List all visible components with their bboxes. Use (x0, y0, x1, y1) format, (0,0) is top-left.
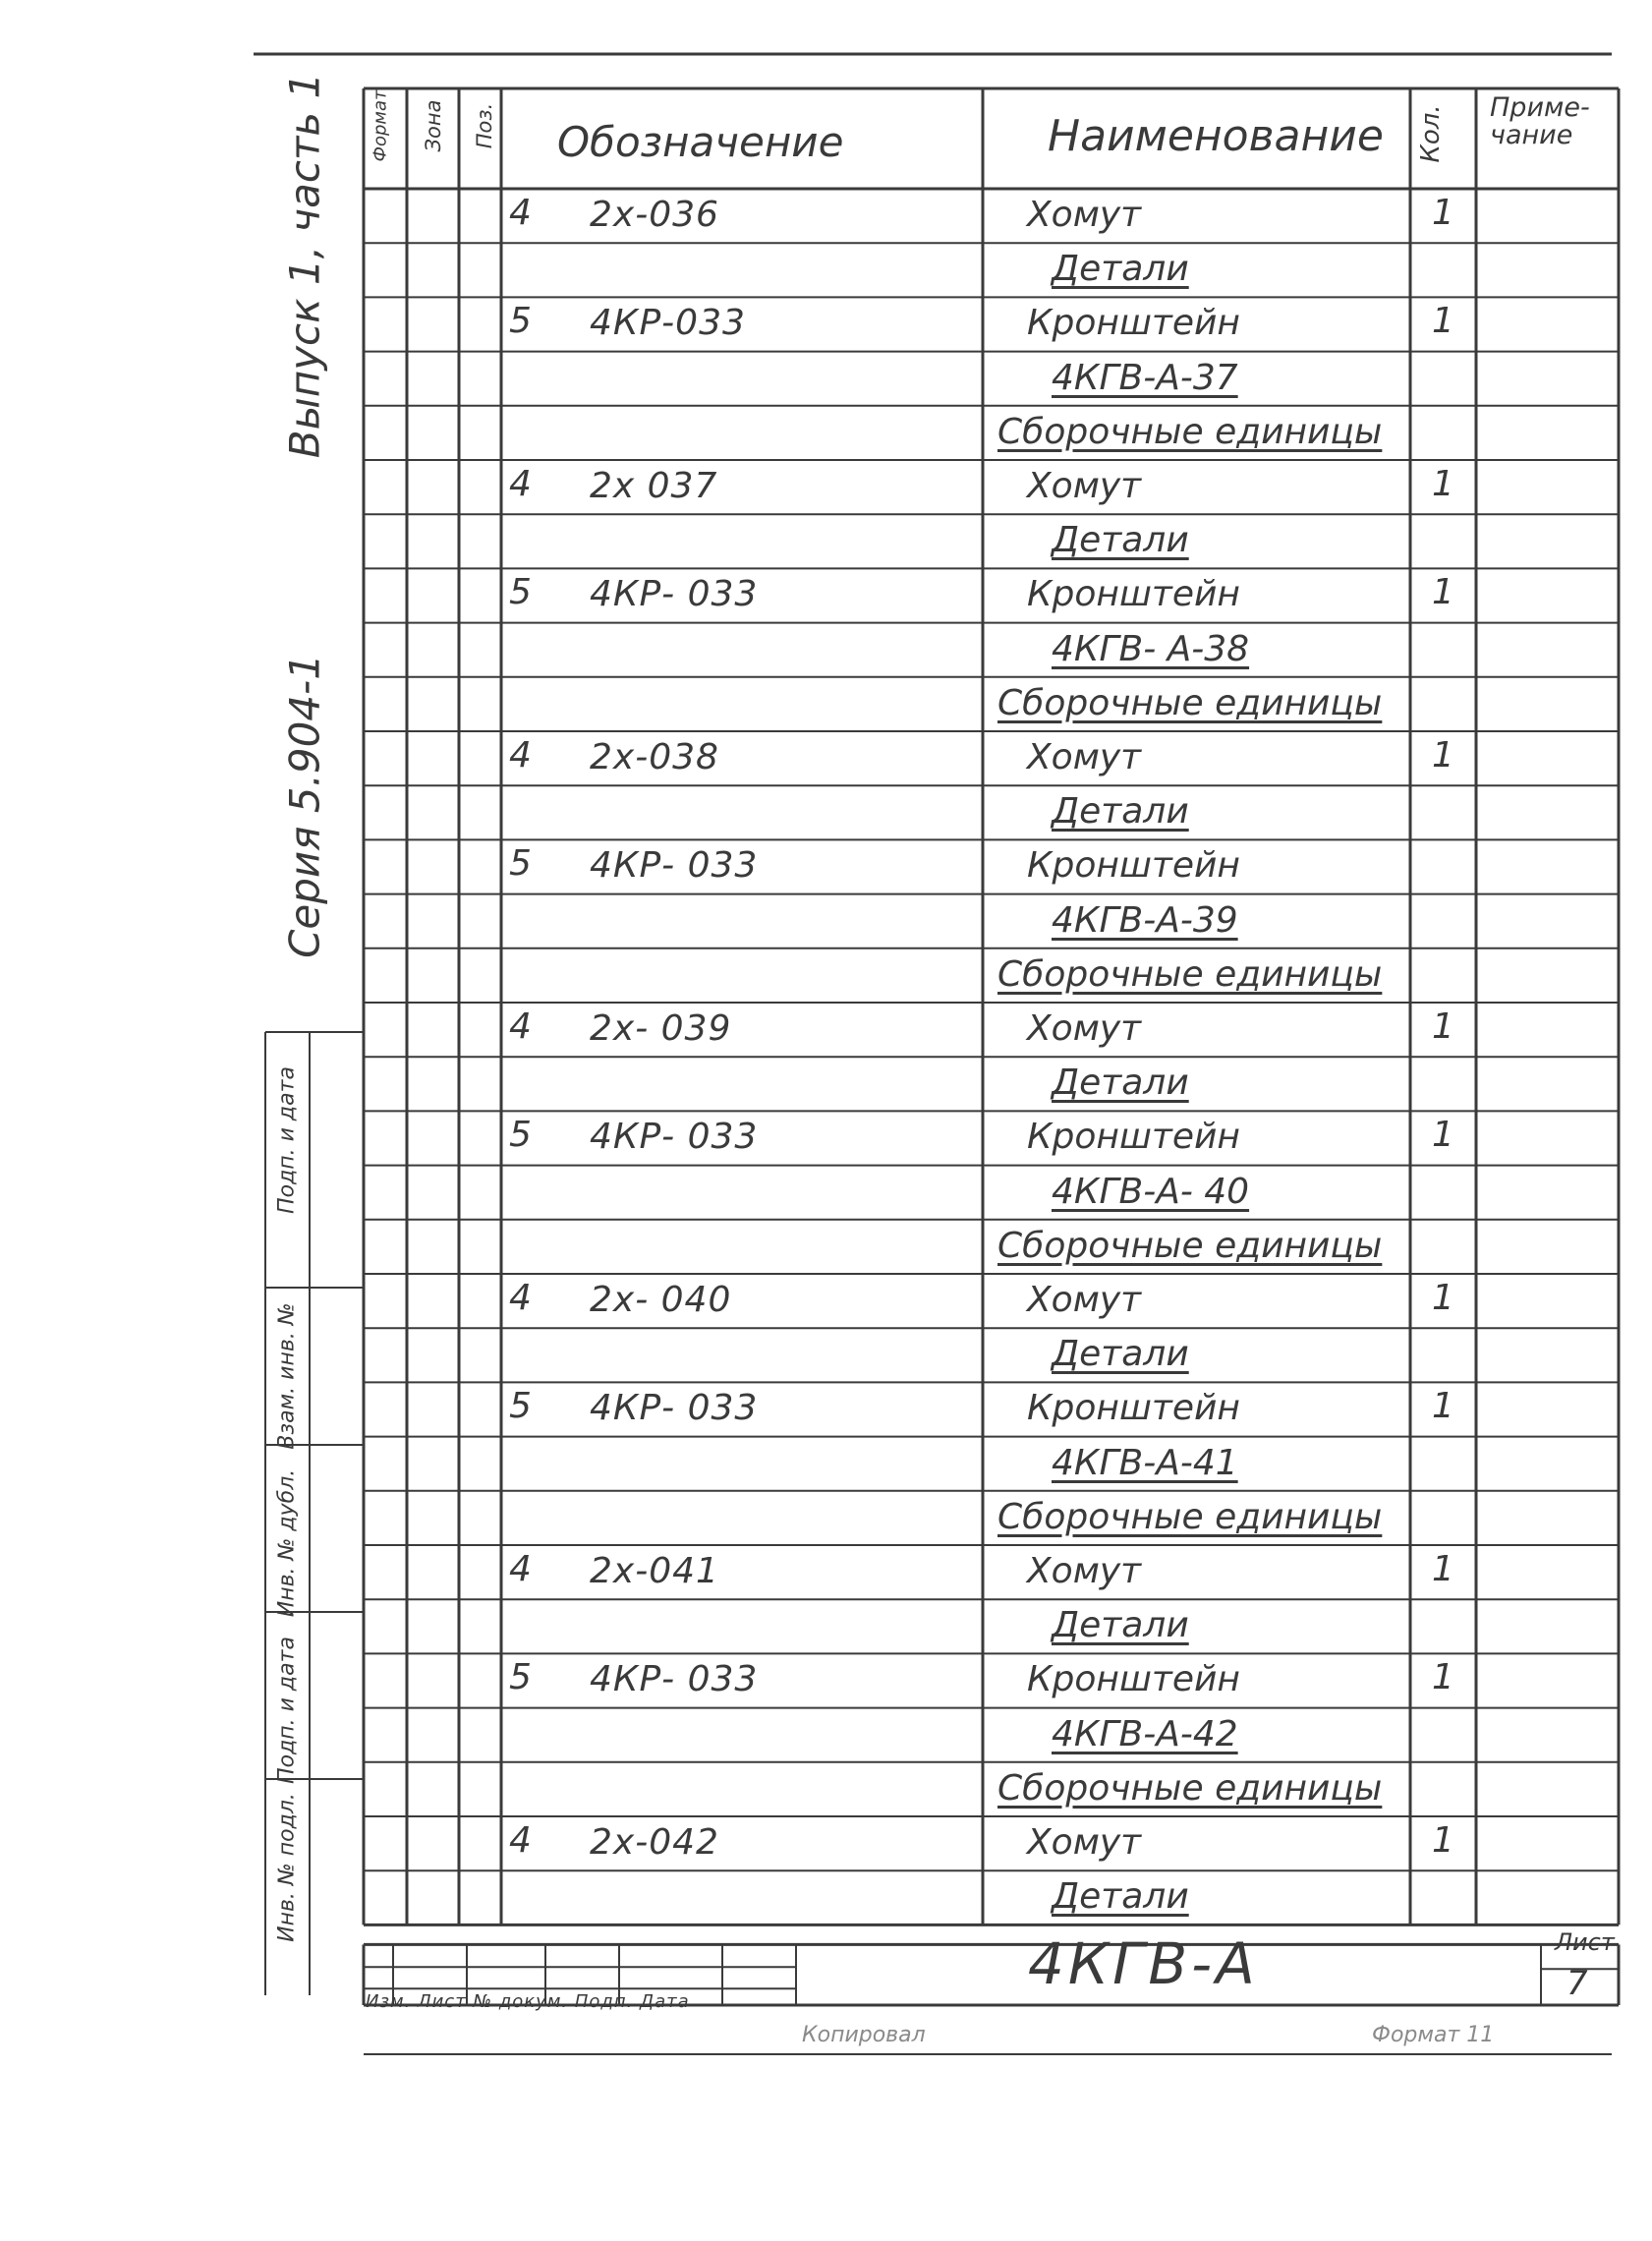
row-designation: 2х-041 (590, 1551, 719, 1591)
row-qty: 1 (1432, 1278, 1454, 1318)
row-pos: 5 (509, 843, 532, 885)
row-pos: 5 (509, 1115, 532, 1156)
row-qty: 1 (1432, 1820, 1454, 1861)
row-pos: 4 (509, 1820, 532, 1861)
row-name: 4КГВ-А-41 (1052, 1442, 1238, 1483)
row-pos: 4 (509, 464, 532, 504)
row-name: Детали (1052, 1876, 1189, 1918)
row-name: Сборочные единицы (997, 1496, 1383, 1537)
row-qty: 1 (1432, 1386, 1454, 1427)
row-qty: 1 (1432, 193, 1454, 233)
row-qty: 1 (1432, 1657, 1454, 1698)
row-designation: 4КР- 033 (590, 1117, 759, 1158)
header-name: Наименование (1048, 111, 1384, 161)
copied-by: Копировал (802, 2023, 926, 2047)
row-designation: 2х- 040 (590, 1280, 732, 1320)
row-pos: 5 (509, 1657, 532, 1698)
header-note: Приме- чание (1490, 92, 1590, 150)
row-name: Кронштейн (1027, 574, 1240, 615)
row-designation: 4КР- 033 (590, 1388, 759, 1429)
row-qty: 1 (1432, 464, 1454, 504)
row-name: Хомут (1027, 1551, 1142, 1591)
document-code: 4КГВ-А (1028, 1930, 1259, 1997)
side-stamp-label: Подп. и дата (274, 1066, 300, 1214)
row-name: Детали (1052, 520, 1189, 561)
header-format: Формат (370, 89, 391, 162)
row-qty: 1 (1432, 1006, 1454, 1047)
row-name: 4КГВ-А- 40 (1052, 1171, 1250, 1212)
row-name: Хомут (1027, 1008, 1142, 1049)
row-name: Сборочные единицы (997, 682, 1383, 723)
row-name: 4КГВ-А-39 (1052, 899, 1238, 941)
row-pos: 5 (509, 301, 532, 342)
row-name: Сборочные единицы (997, 411, 1383, 452)
row-name: Кронштейн (1027, 303, 1240, 344)
row-designation: 4КР- 033 (590, 1659, 759, 1700)
row-name: Хомут (1027, 1280, 1142, 1320)
row-name: Кронштейн (1027, 1117, 1240, 1158)
row-designation: 4КР- 033 (590, 845, 759, 887)
format-label: Формат 11 (1372, 2023, 1495, 2047)
row-qty: 1 (1432, 735, 1454, 776)
side-stamp-label: Подп. и дата (274, 1637, 300, 1784)
row-pos: 4 (509, 1006, 532, 1047)
row-name: 4КГВ- А-38 (1052, 628, 1250, 669)
side-stamp-label: Инв. № подл. (274, 1793, 300, 1942)
row-name: Хомут (1027, 737, 1142, 777)
row-designation: 2х-038 (590, 737, 719, 777)
row-pos: 5 (509, 1386, 532, 1427)
row-designation: 4КР-033 (590, 303, 746, 344)
row-designation: 2х 037 (590, 466, 718, 506)
row-pos: 4 (509, 193, 532, 233)
row-name: Детали (1052, 1605, 1189, 1646)
row-qty: 1 (1432, 572, 1454, 613)
stamp-labels: Изм. Лист № докум. Подп. Дата (366, 1991, 690, 2012)
row-name: 4КГВ-А-37 (1052, 357, 1238, 398)
row-qty: 1 (1432, 1549, 1454, 1589)
sheet-label: Лист (1555, 1928, 1615, 1956)
row-qty: 1 (1432, 301, 1454, 342)
row-pos: 5 (509, 572, 532, 613)
row-name: Хомут (1027, 466, 1142, 506)
sheet-number: 7 (1567, 1964, 1588, 2003)
header-zone: Зона (422, 99, 445, 152)
row-pos: 4 (509, 735, 532, 776)
row-designation: 2х-042 (590, 1822, 719, 1863)
row-name: Сборочные единицы (997, 1767, 1383, 1809)
row-name: Сборочные единицы (997, 953, 1383, 995)
row-name: Детали (1052, 791, 1189, 833)
row-name: Кронштейн (1027, 1388, 1240, 1429)
row-designation: 4КР- 033 (590, 574, 759, 615)
header-pos: Поз. (473, 102, 496, 149)
row-name: Хомут (1027, 1822, 1142, 1863)
row-name: Детали (1052, 1334, 1189, 1375)
header-designation: Обозначение (557, 118, 844, 166)
header-qty: Кол. (1416, 104, 1446, 163)
row-name: Детали (1052, 249, 1189, 290)
row-name: Сборочные единицы (997, 1225, 1383, 1266)
side-stamp-label: Взам. инв. № (274, 1302, 300, 1450)
row-name: Детали (1052, 1063, 1189, 1104)
row-designation: 2х- 039 (590, 1008, 732, 1049)
row-qty: 1 (1432, 1115, 1454, 1156)
side-stamp-label: Инв. № дубл. (274, 1468, 300, 1618)
row-designation: 2х-036 (590, 195, 719, 235)
row-name: Кронштейн (1027, 1659, 1240, 1700)
series-label: Серия 5.904-1 (280, 654, 329, 958)
row-pos: 4 (509, 1278, 532, 1318)
row-pos: 4 (509, 1549, 532, 1589)
row-name: 4КГВ-А-42 (1052, 1713, 1238, 1754)
row-name: Кронштейн (1027, 845, 1240, 887)
row-name: Хомут (1027, 195, 1142, 235)
issue-label: Выпуск 1, часть 1 (280, 72, 329, 459)
